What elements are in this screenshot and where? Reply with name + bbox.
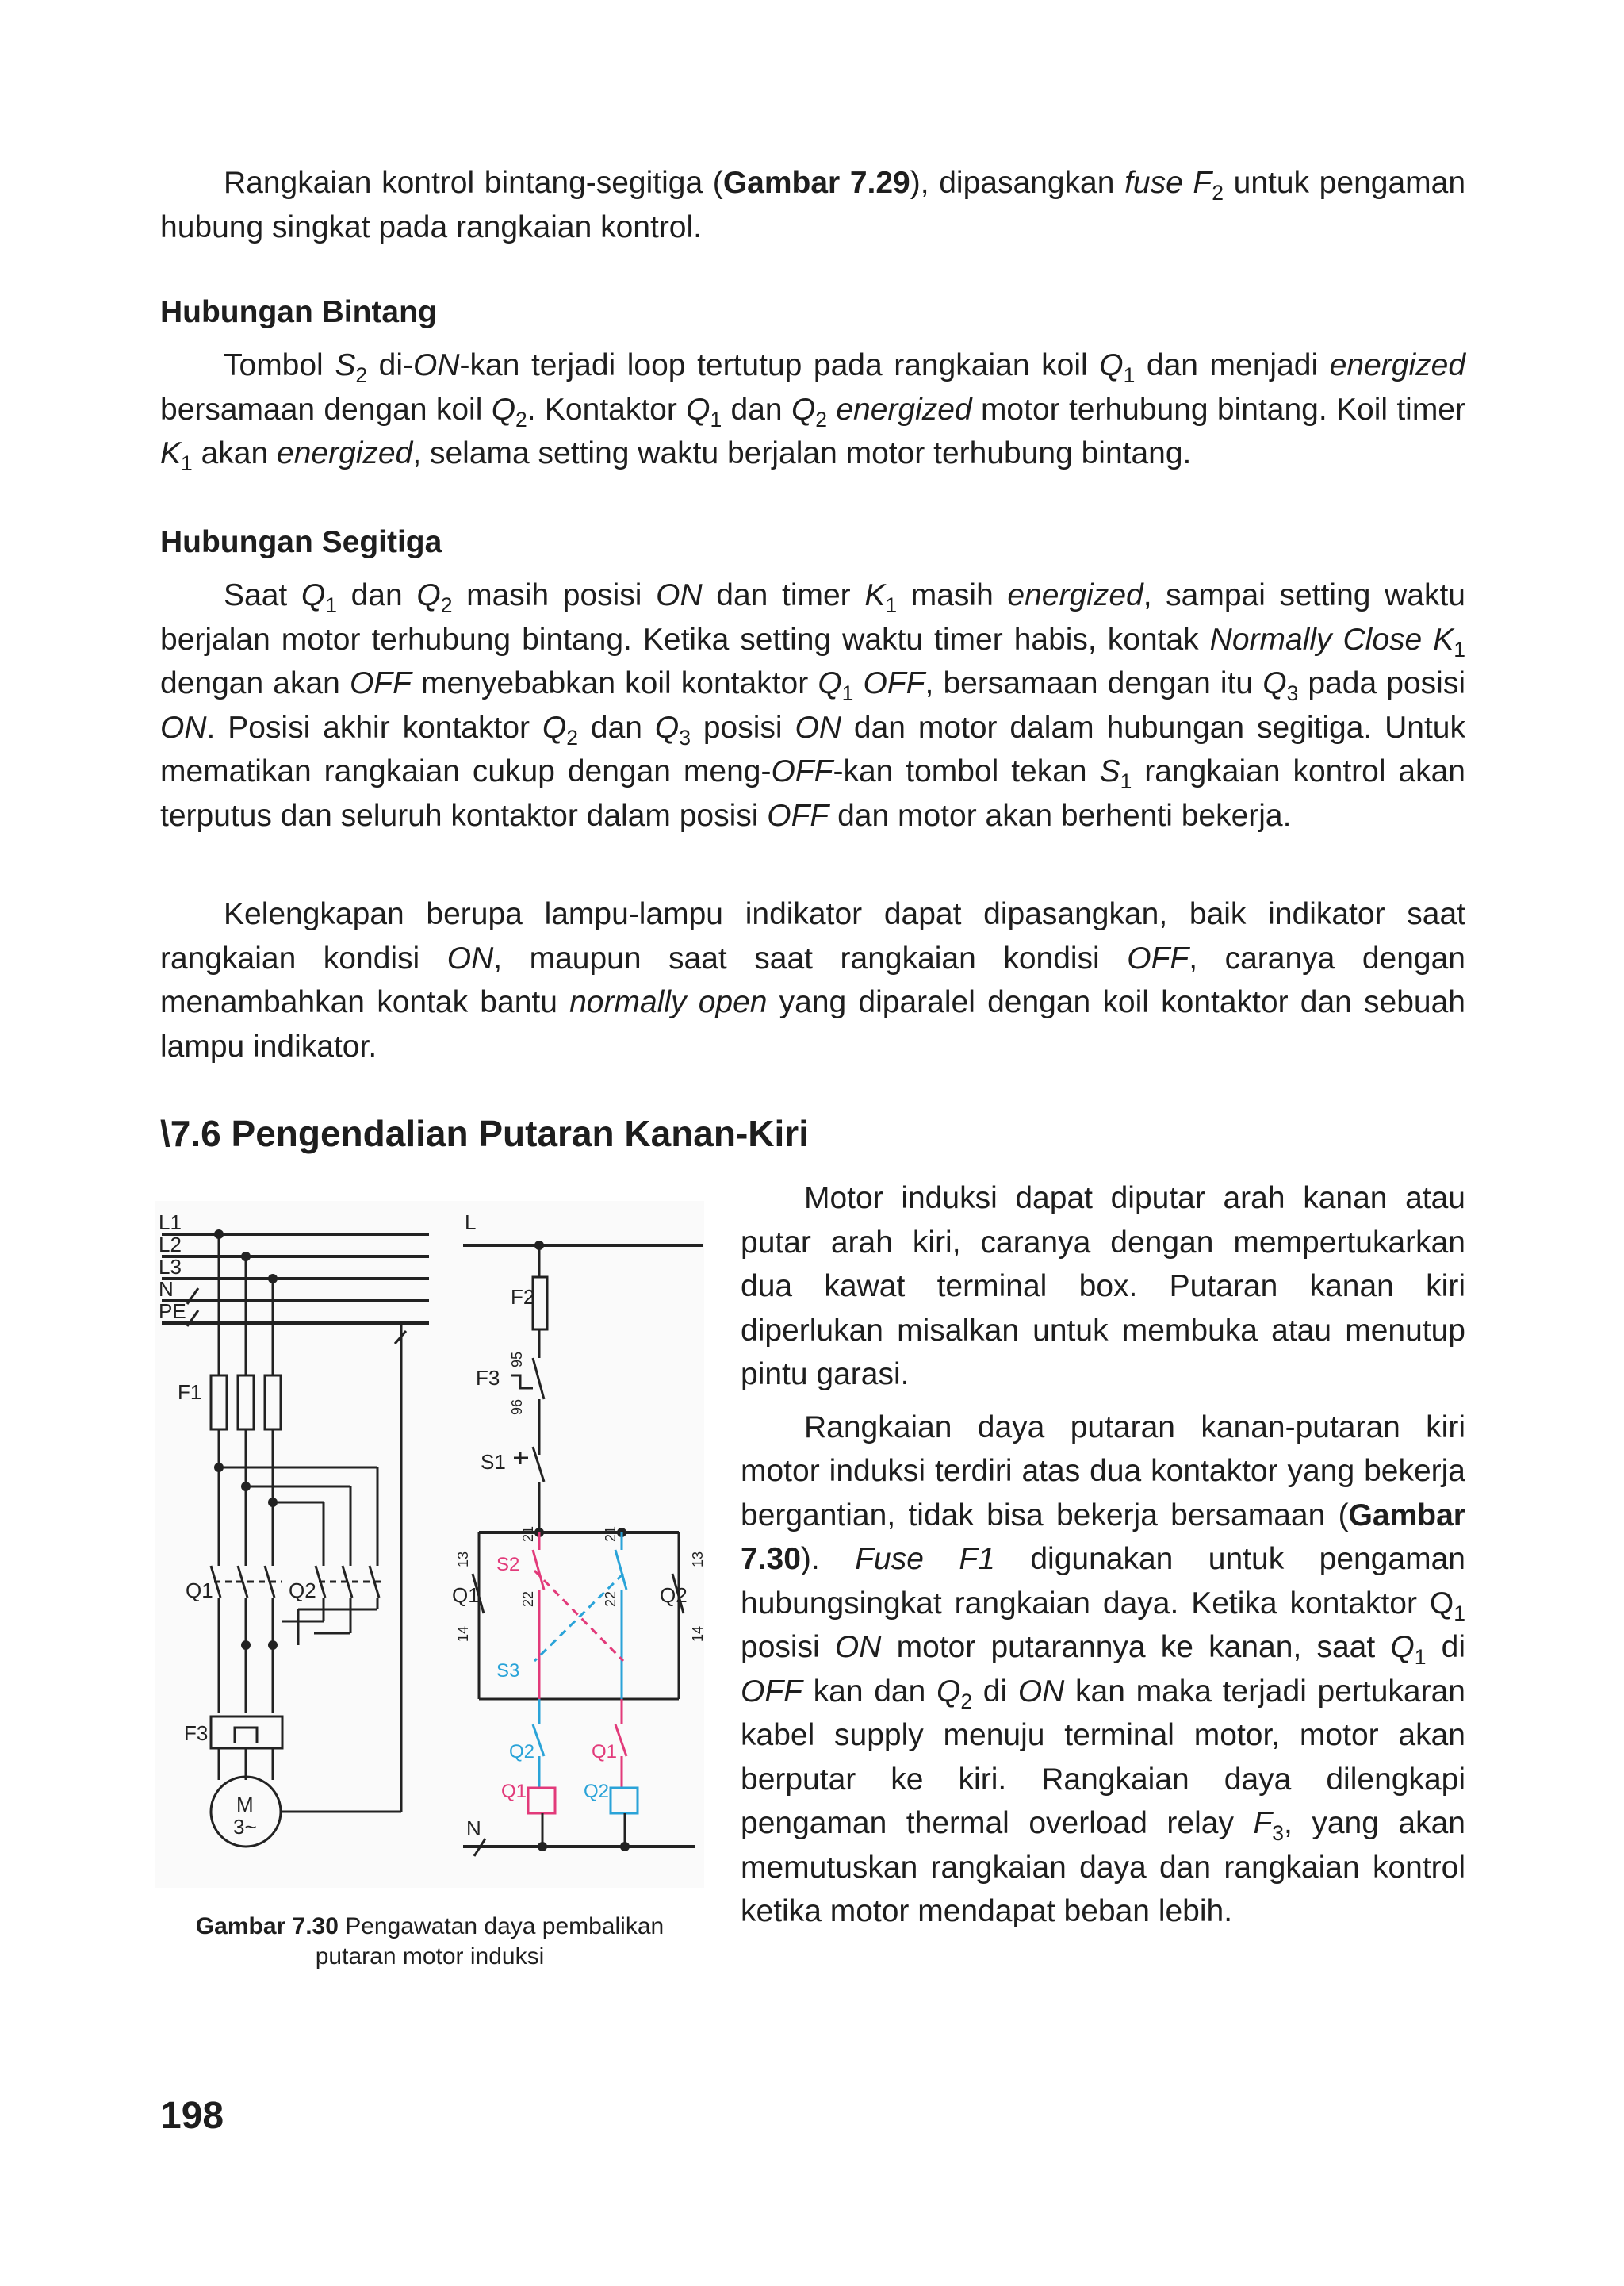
svg-text:14: 14 (690, 1625, 704, 1642)
fuse-F1-2 (238, 1375, 254, 1429)
label-Q2-power: Q2 (289, 1578, 316, 1602)
svg-text:21: 21 (520, 1525, 536, 1542)
svg-text:95: 95 (509, 1351, 525, 1367)
label-L: L (465, 1210, 477, 1234)
svg-text:13: 13 (455, 1551, 471, 1567)
label-Q1-coil: Q1 (501, 1781, 527, 1802)
label-F1: F1 (178, 1380, 202, 1404)
label-L3: L3 (159, 1255, 182, 1279)
svg-text:21: 21 (603, 1525, 619, 1542)
label-Q2-interlock: Q2 (509, 1741, 535, 1762)
label-F3: F3 (184, 1721, 209, 1745)
svg-text:22: 22 (603, 1590, 619, 1607)
segitiga-paragraph: Saat $Q_1$ dan $Q_2$ masih posisi ON dan timer $K_1$ masih energized, sampai setting waktu berjalan motor terhubung bintang. Ketika setting waktu timer habis, kontak Normally Close $K_1$ dengan akan OFF menyebabkan koil kontaktor $Q_1$ OFF, bersamaan dengan itu $Q_3$ pada posisi ON. Posisi akhir kontaktor $Q_2$ dan $Q_3$ posisi ON dan motor dalam hubungan segitiga. Untuk mematikan rangkaian cukup dengan meng-OFF-kan tombol tekan $S_1$ rangkaian kontrol akan terputus dan seluruh kontaktor dalam posisi OFF dan motor akan berhenti bekerja. (160, 578, 1465, 833)
label-S2: S2 (496, 1554, 520, 1575)
wiring-diagram (155, 1201, 704, 1888)
heading-hubungan-bintang: Hubungan Bintang (160, 295, 437, 329)
right-column-text (741, 1176, 1465, 1943)
fuse-F1-1 (211, 1375, 227, 1429)
motor-phase: 3~ (233, 1815, 257, 1839)
label-L1: L1 (159, 1210, 182, 1234)
svg-text:22: 22 (520, 1590, 536, 1607)
label-PE: PE (159, 1299, 186, 1323)
label-S1: S1 (481, 1450, 506, 1474)
bintang-paragraph: Tombol $S_2$ di-ON-kan terjadi loop tertutup pada rangkaian koil $Q_1$ dan menjadi energized bersamaan dengan koil $Q_2$. Kontaktor $Q_1$ dan $Q_2$ energized motor terhubung bintang. Koil timer $K_1$ akan energized, selama setting waktu berjalan motor terhubung bintang. (160, 348, 1466, 475)
label-Q2-coil: Q2 (584, 1781, 610, 1802)
intro-paragraph: Rangkaian kontrol bintang-segitiga (Gambar 7.29), dipasangkan fuse $F_2$ untuk pengaman hubung singkat pada rangkaian kontrol. (160, 166, 1466, 244)
label-Q1-power: Q1 (186, 1578, 213, 1602)
label-F2: F2 (511, 1285, 535, 1309)
svg-text:96: 96 (509, 1398, 525, 1415)
page-number: 198 (160, 2095, 224, 2137)
right-paragraph-2: Rangkaian daya putaran kanan-putaran kiri motor induksi terdiri atas dua kontaktor yang bekerja bergantian, tidak bisa bekerja bersamaan (Gambar 7.30). Fuse F1 digunakan untuk pengaman hubungsingkat rangkaian daya. Ketika kontaktor $Q_1$ posisi ON motor putarannya ke kanan, saat $Q_1$ di OFF kan dan $Q_2$ di ON kan maka terjadi pertukaran kabel supply menuju terminal motor, motor akan berputar ke kiri. Rangkaian daya dilengkapi pengaman thermal overload relay $F_3$, yang akan memutuskan rangkaian daya dan rangkaian kontrol ketika motor mendapat beban lebih. (741, 1410, 1465, 1928)
figure-caption: Gambar 7.30 Pengawatan daya pembalikan putaran motor induksi (195, 1913, 665, 1970)
coil-Q2 (611, 1788, 638, 1813)
label-N: N (159, 1277, 174, 1301)
overload-relay-F3 (211, 1716, 282, 1748)
right-paragraph-1: Motor induksi dapat diputar arah kanan atau putar arah kiri, caranya dengan mempertukarkan dua kawat terminal box. Putaran kanan kiri diperlukan misalkan untuk membuka atau menutup pintu garasi. (741, 1181, 1465, 1391)
figure-7-30 (155, 1201, 704, 1888)
section-title: \7.6 Pengendalian Putaran Kanan-Kiri (160, 1113, 809, 1154)
label-Q1-interlock: Q1 (592, 1741, 618, 1762)
coil-Q1 (528, 1788, 555, 1813)
motor-label: M (236, 1793, 254, 1816)
label-Q2-control: Q2 (660, 1583, 688, 1607)
label-L2: L2 (159, 1233, 182, 1256)
heading-hubungan-segitiga: Hubungan Segitiga (160, 525, 442, 559)
kelengkapan-paragraph: Kelengkapan berupa lampu-lampu indikator dapat dipasangkan, baik indikator saat rangkaian kondisi ON, maupun saat saat rangkaian kondisi OFF, caranya dengan menambahkan kontak bantu normally open yang diparalel dengan koil kontaktor dan sebuah lampu indikator. (160, 897, 1465, 1064)
label-N-control: N (466, 1816, 481, 1840)
fuse-F1-3 (265, 1375, 281, 1429)
svg-text:13: 13 (690, 1551, 704, 1567)
svg-text:14: 14 (455, 1625, 471, 1642)
label-F3-control: F3 (476, 1366, 500, 1390)
label-S3: S3 (496, 1660, 520, 1682)
fuse-F2 (533, 1277, 547, 1329)
label-Q1-control: Q1 (452, 1583, 480, 1607)
